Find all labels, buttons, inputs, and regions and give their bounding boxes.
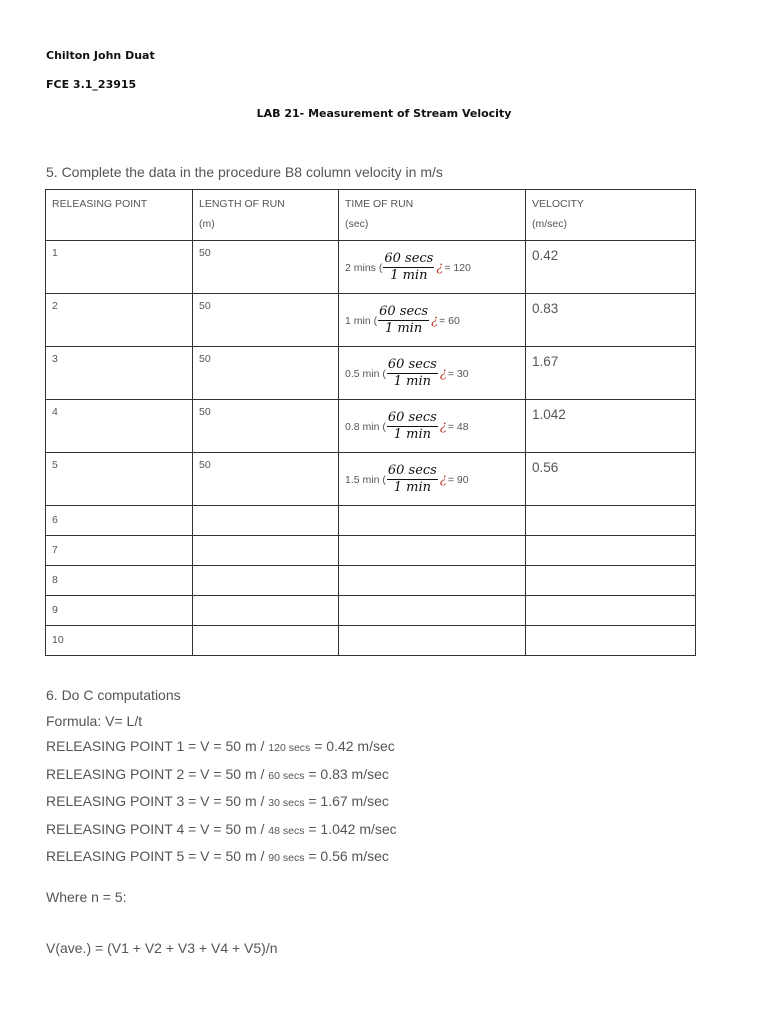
where-n-line: Where n = 5: <box>46 889 127 905</box>
table-row <box>46 294 696 347</box>
computation-result: = 0.42 m/sec <box>310 738 395 754</box>
course-code: FCE 3.1_23915 <box>46 78 137 91</box>
question-6-section <box>46 683 397 872</box>
computation-time: 48 secs <box>268 824 305 837</box>
computation-line <box>46 817 397 845</box>
cell-time-of-run <box>339 506 526 536</box>
fraction-numerator: 60 secs <box>379 304 429 319</box>
fraction-denominator: 1 min <box>390 268 428 283</box>
cell-releasing-point: 7 <box>46 536 193 566</box>
time-conversion <box>345 463 469 496</box>
fraction-denominator: 1 min <box>393 480 431 495</box>
average-velocity-formula: V(ave.) = (V1 + V2 + V3 + V4 + V5)/n <box>46 940 278 956</box>
fraction-denominator: 1 min <box>393 374 431 389</box>
cell-velocity <box>526 453 696 506</box>
computation-result: = 0.56 m/sec <box>304 848 389 864</box>
time-prefix: 0.5 min ( <box>345 367 386 380</box>
computation-prefix: RELEASING POINT 3 = V = 50 m / <box>46 793 269 809</box>
velocity-value: 0.83 <box>532 301 559 316</box>
cell-releasing-point: 3 <box>46 347 193 400</box>
time-result: = 90 <box>447 473 469 486</box>
time-result: = 60 <box>439 314 460 327</box>
cell-releasing-point: 9 <box>46 596 193 626</box>
computation-line <box>46 844 397 872</box>
formula-line: Formula: V= L/t <box>46 712 143 729</box>
time-conversion <box>345 304 460 337</box>
cell-time-of-run <box>339 453 526 506</box>
cell-length-of-run: 50 <box>193 241 339 294</box>
time-prefix: 2 mins ( <box>345 261 383 274</box>
unit-fraction <box>387 463 438 496</box>
fraction-numerator: 60 secs <box>387 410 437 425</box>
cell-length-of-run <box>193 506 339 536</box>
table-row <box>46 347 696 400</box>
cell-time-of-run <box>339 241 526 294</box>
cell-length-of-run: 50 <box>193 347 339 400</box>
cell-velocity <box>526 400 696 453</box>
cell-releasing-point: 10 <box>46 626 193 656</box>
missing-glyph-mark: ¿ <box>439 366 447 381</box>
cell-releasing-point: 8 <box>46 566 193 596</box>
cell-time-of-run <box>339 536 526 566</box>
time-prefix: 0.8 min ( <box>345 420 386 433</box>
missing-glyph-mark: ¿ <box>436 260 444 275</box>
cell-velocity <box>526 566 696 596</box>
cell-time-of-run <box>339 596 526 626</box>
time-prefix: 1.5 min ( <box>345 473 386 486</box>
computation-prefix: RELEASING POINT 4 = V = 50 m / <box>46 820 269 837</box>
computation-time: 60 secs <box>268 769 305 782</box>
velocity-value: 0.42 <box>532 248 559 263</box>
cell-length-of-run: 50 <box>193 294 339 347</box>
time-result: = 30 <box>447 367 469 380</box>
computation-prefix: RELEASING POINT 2 = V = 50 m / <box>46 765 269 782</box>
cell-releasing-point: 6 <box>46 506 193 536</box>
cell-time-of-run <box>339 566 526 596</box>
cell-velocity <box>526 506 696 536</box>
time-prefix: 1 min ( <box>345 314 378 327</box>
fraction-denominator: 1 min <box>393 427 431 442</box>
cell-length-of-run <box>193 536 339 566</box>
table-header-row <box>46 190 696 241</box>
unit-fraction <box>387 357 438 390</box>
unit-fraction <box>378 304 429 337</box>
cell-time-of-run <box>339 294 526 347</box>
unit-fraction <box>383 251 434 284</box>
missing-glyph-mark: ¿ <box>439 472 447 487</box>
missing-glyph-mark: ¿ <box>439 419 447 434</box>
lab-title: LAB 21- Measurement of Stream Velocity <box>256 107 512 120</box>
cell-releasing-point: 4 <box>46 400 193 453</box>
header-time-of-run: TIME OF RUN (sec) <box>339 190 526 241</box>
table-row <box>46 506 696 536</box>
cell-releasing-point: 2 <box>46 294 193 347</box>
question-5-prompt: 5. Complete the data in the procedure B8 column velocity in m/s <box>46 164 443 180</box>
cell-releasing-point: 5 <box>46 453 193 506</box>
computation-prefix: RELEASING POINT 1 = V = 50 m / <box>46 738 269 754</box>
question-6-heading: 6. Do C computations <box>46 687 181 703</box>
velocity-value: 1.67 <box>532 354 559 369</box>
cell-length-of-run <box>193 566 339 596</box>
table-row <box>46 241 696 294</box>
unit-fraction <box>387 410 438 443</box>
fraction-numerator: 60 secs <box>387 357 437 372</box>
header-length-of-run: LENGTH OF RUN (m) <box>193 190 339 241</box>
computation-result: = 1.042 m/sec <box>304 820 397 837</box>
table-row <box>46 400 696 453</box>
cell-time-of-run <box>339 347 526 400</box>
cell-length-of-run <box>193 596 339 626</box>
cell-releasing-point: 1 <box>46 241 193 294</box>
velocity-value: 0.56 <box>532 460 559 475</box>
data-table <box>45 189 696 656</box>
computation-line <box>46 789 397 817</box>
computation-line <box>46 734 397 762</box>
velocity-value: 1.042 <box>532 407 566 422</box>
fraction-numerator: 60 secs <box>384 251 434 266</box>
computation-time: 120 secs <box>268 742 311 754</box>
table-row <box>46 453 696 506</box>
fraction-denominator: 1 min <box>384 321 423 336</box>
computation-line <box>46 762 397 790</box>
cell-time-of-run <box>339 626 526 656</box>
time-result: = 48 <box>447 420 469 433</box>
cell-velocity <box>526 596 696 626</box>
time-result: = 120 <box>444 261 471 274</box>
table-row <box>46 566 696 596</box>
computation-prefix: RELEASING POINT 5 = V = 50 m / <box>46 848 269 864</box>
header-velocity: VELOCITY (m/sec) <box>526 190 696 241</box>
fraction-numerator: 60 secs <box>387 463 437 478</box>
cell-time-of-run <box>339 400 526 453</box>
author-name: Chilton John Duat <box>46 49 155 62</box>
header-releasing-point: RELEASING POINT <box>46 190 193 241</box>
cell-velocity <box>526 294 696 347</box>
computation-result: = 0.83 m/sec <box>304 765 389 782</box>
cell-length-of-run: 50 <box>193 400 339 453</box>
table-row <box>46 596 696 626</box>
computation-time: 30 secs <box>268 797 305 809</box>
cell-velocity <box>526 241 696 294</box>
missing-glyph-mark: ¿ <box>431 313 439 328</box>
table-row <box>46 536 696 566</box>
cell-velocity <box>526 347 696 400</box>
table-row <box>46 626 696 656</box>
cell-length-of-run: 50 <box>193 453 339 506</box>
time-conversion <box>345 410 469 443</box>
time-conversion <box>345 251 471 284</box>
computation-result: = 1.67 m/sec <box>304 793 389 809</box>
cell-velocity <box>526 536 696 566</box>
cell-velocity <box>526 626 696 656</box>
time-conversion <box>345 357 469 390</box>
computation-time: 90 secs <box>268 852 305 864</box>
cell-length-of-run <box>193 626 339 656</box>
